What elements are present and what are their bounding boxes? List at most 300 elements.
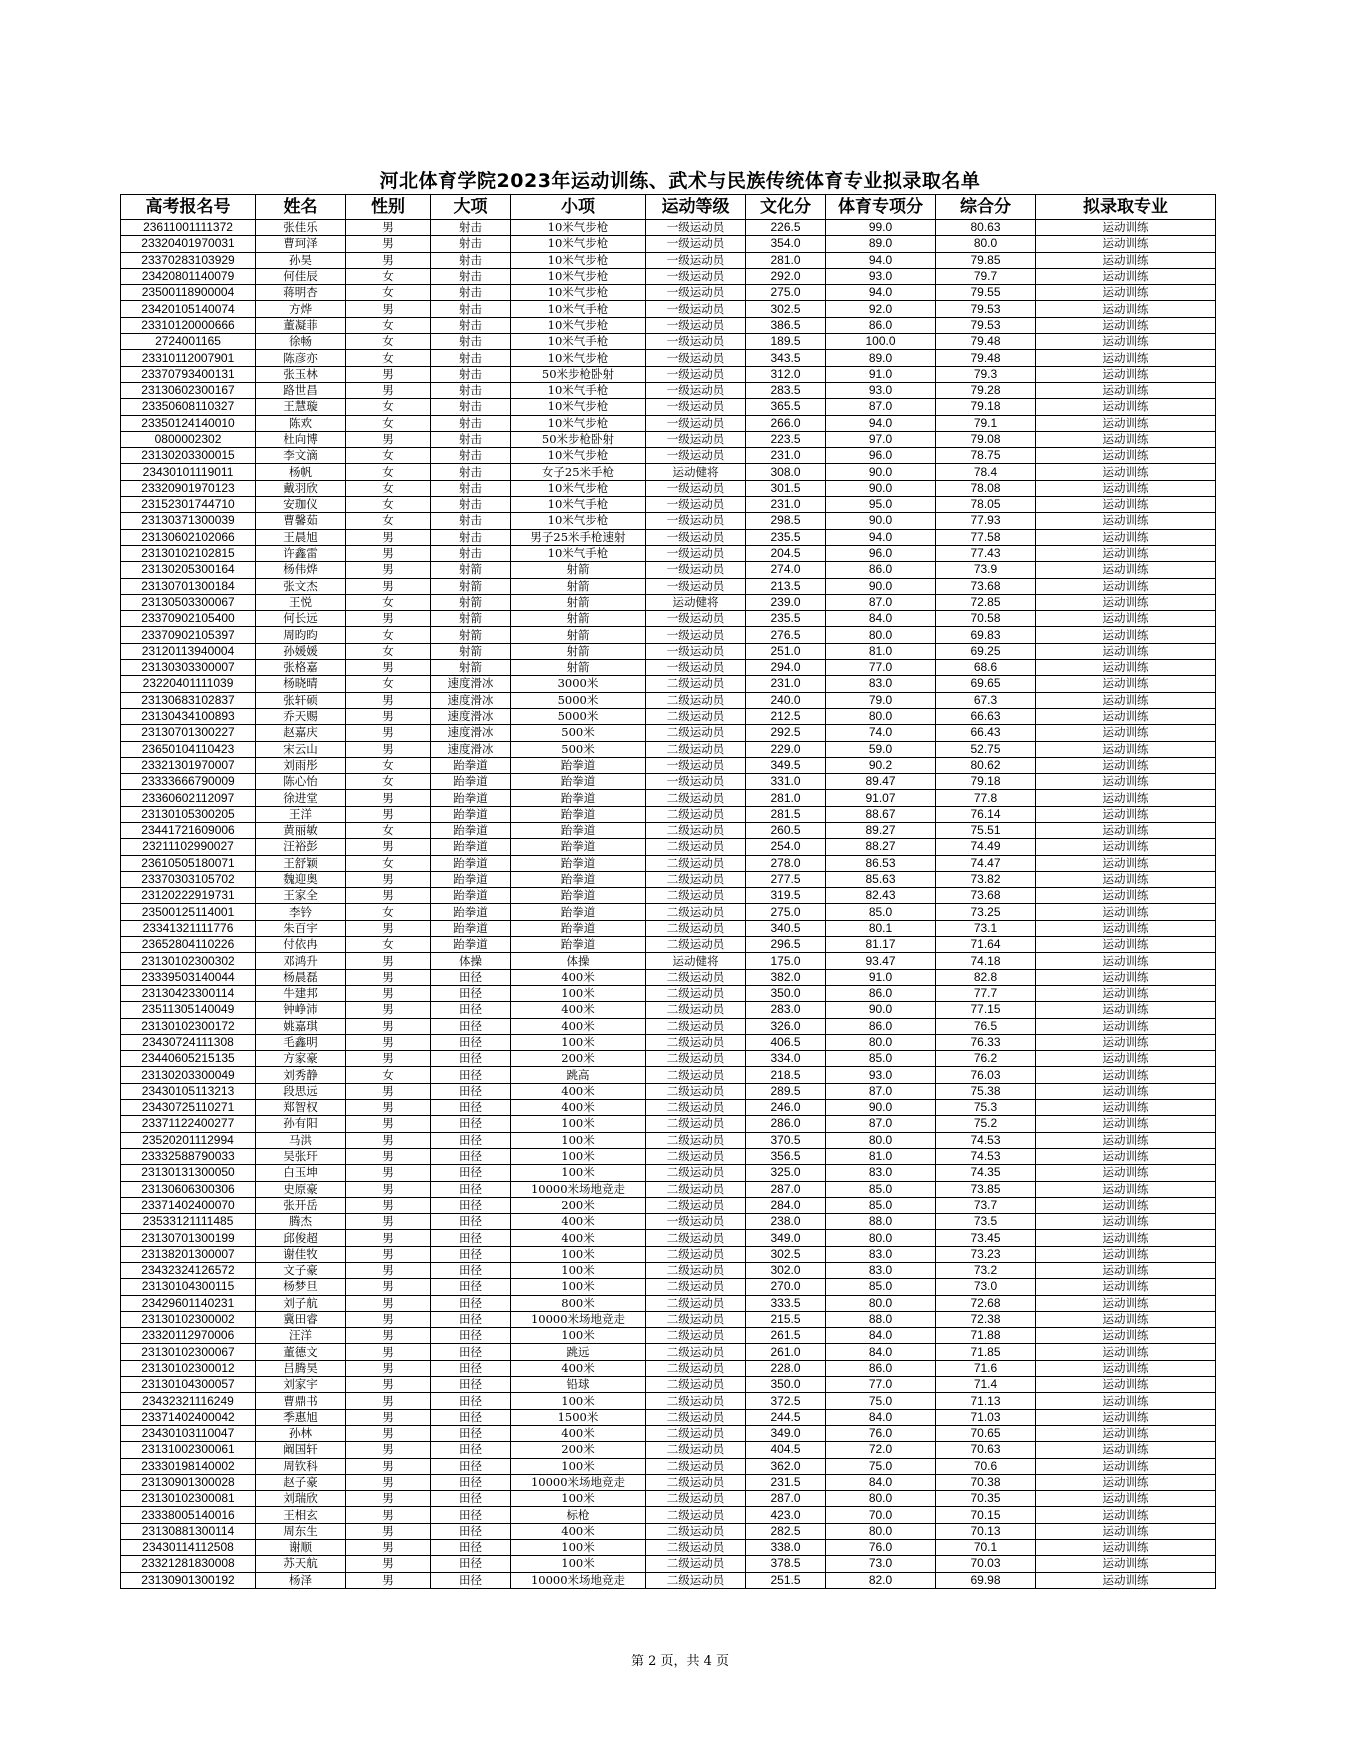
table-cell: 女 bbox=[346, 268, 431, 284]
table-cell: 254.0 bbox=[746, 839, 826, 855]
table-cell: 张玉林 bbox=[256, 366, 346, 382]
column-header: 小项 bbox=[511, 195, 646, 220]
table-row bbox=[121, 301, 1216, 317]
table-cell: 80.63 bbox=[936, 220, 1036, 236]
table-cell: 男 bbox=[346, 236, 431, 252]
table-cell: 23130102300302 bbox=[121, 953, 256, 969]
table-cell: 一级运动员 bbox=[646, 366, 746, 382]
table-cell: 二级运动员 bbox=[646, 1507, 746, 1523]
table-row bbox=[121, 1540, 1216, 1556]
table-cell: 94.0 bbox=[826, 415, 936, 431]
table-cell: 331.0 bbox=[746, 774, 826, 790]
table-cell: 23130105300205 bbox=[121, 806, 256, 822]
table-row bbox=[121, 1100, 1216, 1116]
table-cell: 男 bbox=[346, 252, 431, 268]
table-cell: 10米气步枪 bbox=[511, 317, 646, 333]
table-cell: 100米 bbox=[511, 1540, 646, 1556]
table-cell: 86.0 bbox=[826, 562, 936, 578]
table-cell: 二级运动员 bbox=[646, 937, 746, 953]
table-cell: 23130901300028 bbox=[121, 1474, 256, 1490]
table-cell: 男 bbox=[346, 1279, 431, 1295]
table-cell: 91.07 bbox=[826, 790, 936, 806]
table-row bbox=[121, 1572, 1216, 1588]
table-cell: 261.5 bbox=[746, 1328, 826, 1344]
table-cell: 96.0 bbox=[826, 448, 936, 464]
table-cell: 71.64 bbox=[936, 937, 1036, 953]
table-cell: 70.35 bbox=[936, 1491, 1036, 1507]
table-cell: 23370283103929 bbox=[121, 252, 256, 268]
table-cell: 射击 bbox=[431, 301, 511, 317]
table-row bbox=[121, 1425, 1216, 1441]
table-cell: 23500118900004 bbox=[121, 285, 256, 301]
table-cell: 23130102300172 bbox=[121, 1018, 256, 1034]
table-cell: 89.47 bbox=[826, 774, 936, 790]
table-cell: 女 bbox=[346, 643, 431, 659]
table-cell: 方烨 bbox=[256, 301, 346, 317]
table-cell: 278.0 bbox=[746, 855, 826, 871]
table-cell: 80.0 bbox=[826, 1295, 936, 1311]
table-cell: 87.0 bbox=[826, 1116, 936, 1132]
table-cell: 80.0 bbox=[826, 1491, 936, 1507]
table-cell: 田径 bbox=[431, 1181, 511, 1197]
table-cell: 23370902105397 bbox=[121, 627, 256, 643]
admission-table bbox=[120, 194, 1216, 1589]
table-cell: 2724001165 bbox=[121, 334, 256, 350]
table-cell: 张开岳 bbox=[256, 1197, 346, 1213]
table-cell: 男 bbox=[346, 1377, 431, 1393]
table-cell: 23533121111485 bbox=[121, 1214, 256, 1230]
table-cell: 运动训练 bbox=[1036, 1474, 1216, 1490]
table-cell: 284.0 bbox=[746, 1197, 826, 1213]
table-cell: 73.25 bbox=[936, 904, 1036, 920]
table-cell: 运动训练 bbox=[1036, 627, 1216, 643]
table-cell: 189.5 bbox=[746, 334, 826, 350]
table-cell: 340.5 bbox=[746, 920, 826, 936]
table-cell: 男 bbox=[346, 953, 431, 969]
table-cell: 运动训练 bbox=[1036, 464, 1216, 480]
table-cell: 运动训练 bbox=[1036, 1018, 1216, 1034]
table-cell: 70.03 bbox=[936, 1556, 1036, 1572]
table-cell: 速度滑冰 bbox=[431, 692, 511, 708]
table-cell: 77.0 bbox=[826, 660, 936, 676]
table-cell: 射击 bbox=[431, 464, 511, 480]
table-cell: 运动训练 bbox=[1036, 301, 1216, 317]
table-cell: 一级运动员 bbox=[646, 643, 746, 659]
table-cell: 90.0 bbox=[826, 513, 936, 529]
table-cell: 93.0 bbox=[826, 268, 936, 284]
table-cell: 75.51 bbox=[936, 822, 1036, 838]
table-cell: 运动训练 bbox=[1036, 1572, 1216, 1588]
table-cell: 跆拳道 bbox=[431, 888, 511, 904]
table-row bbox=[121, 1263, 1216, 1279]
table-cell: 运动训练 bbox=[1036, 1034, 1216, 1050]
table-cell: 91.0 bbox=[826, 969, 936, 985]
table-cell: 射箭 bbox=[511, 578, 646, 594]
table-cell: 运动训练 bbox=[1036, 1246, 1216, 1262]
table-cell: 男 bbox=[346, 1034, 431, 1050]
table-cell: 一级运动员 bbox=[646, 448, 746, 464]
table-cell: 99.0 bbox=[826, 220, 936, 236]
table-cell: 毛鑫明 bbox=[256, 1034, 346, 1050]
table-cell: 23333666790009 bbox=[121, 774, 256, 790]
table-cell: 68.6 bbox=[936, 660, 1036, 676]
table-cell: 田径 bbox=[431, 1100, 511, 1116]
table-cell: 女 bbox=[346, 822, 431, 838]
table-cell: 田径 bbox=[431, 1214, 511, 1230]
table-cell: 跆拳道 bbox=[431, 822, 511, 838]
table-cell: 吴张玕 bbox=[256, 1148, 346, 1164]
table-cell: 杨泽 bbox=[256, 1572, 346, 1588]
table-cell: 男 bbox=[346, 790, 431, 806]
table-row bbox=[121, 1311, 1216, 1327]
table-row bbox=[121, 529, 1216, 545]
table-cell: 田径 bbox=[431, 1034, 511, 1050]
table-cell: 73.45 bbox=[936, 1230, 1036, 1246]
document-title: 河北体育学院2023年运动训练、武术与民族传统体育专业拟录取名单 bbox=[379, 170, 981, 192]
table-cell: 239.0 bbox=[746, 594, 826, 610]
table-cell: 王悦 bbox=[256, 594, 346, 610]
table-cell: 23430724111308 bbox=[121, 1034, 256, 1050]
table-cell: 男 bbox=[346, 1540, 431, 1556]
table-cell: 100米 bbox=[511, 1491, 646, 1507]
table-cell: 女 bbox=[346, 480, 431, 496]
table-cell: 刘雨彤 bbox=[256, 757, 346, 773]
table-cell: 23430114112508 bbox=[121, 1540, 256, 1556]
table-cell: 安珈仪 bbox=[256, 497, 346, 513]
table-cell: 400米 bbox=[511, 1425, 646, 1441]
table-row bbox=[121, 1246, 1216, 1262]
table-cell: 23430105113213 bbox=[121, 1083, 256, 1099]
table-cell: 23130205300164 bbox=[121, 562, 256, 578]
table-cell: 张轩硕 bbox=[256, 692, 346, 708]
table-cell: 男 bbox=[346, 1230, 431, 1246]
column-header: 大项 bbox=[431, 195, 511, 220]
table-cell: 一级运动员 bbox=[646, 627, 746, 643]
table-cell: 运动训练 bbox=[1036, 1556, 1216, 1572]
table-cell: 94.0 bbox=[826, 252, 936, 268]
table-cell: 二级运动员 bbox=[646, 1018, 746, 1034]
table-cell: 23350608110327 bbox=[121, 399, 256, 415]
table-cell: 72.38 bbox=[936, 1311, 1036, 1327]
table-cell: 曹珂泽 bbox=[256, 236, 346, 252]
table-cell: 二级运动员 bbox=[646, 839, 746, 855]
table-cell: 10米气步枪 bbox=[511, 415, 646, 431]
table-cell: 23370793400131 bbox=[121, 366, 256, 382]
table-cell: 73.85 bbox=[936, 1181, 1036, 1197]
table-cell: 333.5 bbox=[746, 1295, 826, 1311]
table-cell: 88.0 bbox=[826, 1214, 936, 1230]
table-cell: 23130203300015 bbox=[121, 448, 256, 464]
table-cell: 田径 bbox=[431, 1328, 511, 1344]
table-cell: 一级运动员 bbox=[646, 301, 746, 317]
table-cell: 91.0 bbox=[826, 366, 936, 382]
table-cell: 79.48 bbox=[936, 350, 1036, 366]
table-cell: 男 bbox=[346, 1214, 431, 1230]
table-row bbox=[121, 1360, 1216, 1376]
table-row bbox=[121, 382, 1216, 398]
table-cell: 一级运动员 bbox=[646, 578, 746, 594]
table-cell: 406.5 bbox=[746, 1034, 826, 1050]
table-cell: 23611001111372 bbox=[121, 220, 256, 236]
table-cell: 一级运动员 bbox=[646, 415, 746, 431]
column-header: 文化分 bbox=[746, 195, 826, 220]
table-cell: 二级运动员 bbox=[646, 855, 746, 871]
table-cell: 83.0 bbox=[826, 676, 936, 692]
table-row bbox=[121, 855, 1216, 871]
table-cell: 78.75 bbox=[936, 448, 1036, 464]
table-cell: 男 bbox=[346, 1181, 431, 1197]
table-cell: 运动训练 bbox=[1036, 920, 1216, 936]
table-header-row bbox=[121, 195, 1216, 220]
table-cell: 汪洋 bbox=[256, 1328, 346, 1344]
table-cell: 男 bbox=[346, 708, 431, 724]
table-row bbox=[121, 1393, 1216, 1409]
table-cell: 射箭 bbox=[511, 660, 646, 676]
table-cell: 一级运动员 bbox=[646, 497, 746, 513]
table-cell: 运动训练 bbox=[1036, 1230, 1216, 1246]
table-cell: 200米 bbox=[511, 1051, 646, 1067]
table-cell: 射箭 bbox=[431, 627, 511, 643]
table-cell: 80.0 bbox=[826, 1523, 936, 1539]
table-cell: 运动健将 bbox=[646, 594, 746, 610]
table-cell: 23131002300061 bbox=[121, 1442, 256, 1458]
table-row bbox=[121, 1458, 1216, 1474]
table-cell: 射击 bbox=[431, 285, 511, 301]
table-cell: 73.7 bbox=[936, 1197, 1036, 1213]
table-cell: 射箭 bbox=[511, 562, 646, 578]
table-cell: 田径 bbox=[431, 985, 511, 1001]
table-cell: 田径 bbox=[431, 1360, 511, 1376]
table-cell: 男 bbox=[346, 1425, 431, 1441]
table-cell: 运动训练 bbox=[1036, 268, 1216, 284]
table-cell: 射击 bbox=[431, 399, 511, 415]
table-cell: 杨伟烨 bbox=[256, 562, 346, 578]
table-cell: 运动训练 bbox=[1036, 985, 1216, 1001]
table-cell: 田径 bbox=[431, 1393, 511, 1409]
table-cell: 334.0 bbox=[746, 1051, 826, 1067]
table-cell: 231.5 bbox=[746, 1474, 826, 1490]
table-cell: 23429601140231 bbox=[121, 1295, 256, 1311]
table-cell: 田径 bbox=[431, 1311, 511, 1327]
table-cell: 何佳辰 bbox=[256, 268, 346, 284]
table-cell: 86.53 bbox=[826, 855, 936, 871]
table-cell: 跆拳道 bbox=[511, 888, 646, 904]
table-cell: 231.0 bbox=[746, 676, 826, 692]
table-cell: 71.88 bbox=[936, 1328, 1036, 1344]
table-cell: 田径 bbox=[431, 969, 511, 985]
table-cell: 74.18 bbox=[936, 953, 1036, 969]
table-cell: 男 bbox=[346, 1165, 431, 1181]
table-cell: 85.0 bbox=[826, 1197, 936, 1213]
table-cell: 运动训练 bbox=[1036, 236, 1216, 252]
table-cell: 23370303105702 bbox=[121, 871, 256, 887]
table-row bbox=[121, 643, 1216, 659]
table-cell: 76.0 bbox=[826, 1540, 936, 1556]
table-cell: 354.0 bbox=[746, 236, 826, 252]
table-cell: 运动训练 bbox=[1036, 1116, 1216, 1132]
table-cell: 运动训练 bbox=[1036, 708, 1216, 724]
table-cell: 500米 bbox=[511, 741, 646, 757]
table-cell: 100米 bbox=[511, 1246, 646, 1262]
table-cell: 85.0 bbox=[826, 904, 936, 920]
table-cell: 男 bbox=[346, 431, 431, 447]
table-cell: 100米 bbox=[511, 985, 646, 1001]
table-cell: 228.0 bbox=[746, 1360, 826, 1376]
table-cell: 射箭 bbox=[431, 594, 511, 610]
table-row bbox=[121, 969, 1216, 985]
table-cell: 89.0 bbox=[826, 350, 936, 366]
table-cell: 73.9 bbox=[936, 562, 1036, 578]
table-cell: 23120113940004 bbox=[121, 643, 256, 659]
table-cell: 3000米 bbox=[511, 676, 646, 692]
table-cell: 一级运动员 bbox=[646, 529, 746, 545]
table-cell: 宋云山 bbox=[256, 741, 346, 757]
table-row bbox=[121, 1507, 1216, 1523]
table-cell: 田径 bbox=[431, 1279, 511, 1295]
table-cell: 72.0 bbox=[826, 1442, 936, 1458]
table-cell: 射击 bbox=[431, 350, 511, 366]
table-row bbox=[121, 1214, 1216, 1230]
table-cell: 85.0 bbox=[826, 1051, 936, 1067]
table-cell: 田径 bbox=[431, 1377, 511, 1393]
table-cell: 二级运动员 bbox=[646, 1360, 746, 1376]
table-cell: 运动训练 bbox=[1036, 757, 1216, 773]
table-cell: 77.43 bbox=[936, 545, 1036, 561]
table-cell: 田径 bbox=[431, 1442, 511, 1458]
table-row bbox=[121, 774, 1216, 790]
table-cell: 81.0 bbox=[826, 643, 936, 659]
table-cell: 79.85 bbox=[936, 252, 1036, 268]
table-cell: 一级运动员 bbox=[646, 220, 746, 236]
table-cell: 282.5 bbox=[746, 1523, 826, 1539]
table-cell: 23430725110271 bbox=[121, 1100, 256, 1116]
table-cell: 周昀昀 bbox=[256, 627, 346, 643]
table-cell: 男 bbox=[346, 1246, 431, 1262]
table-cell: 郑智权 bbox=[256, 1100, 346, 1116]
table-cell: 362.0 bbox=[746, 1458, 826, 1474]
table-row bbox=[121, 1230, 1216, 1246]
table-row bbox=[121, 1474, 1216, 1490]
table-cell: 田径 bbox=[431, 1002, 511, 1018]
table-cell: 田径 bbox=[431, 1344, 511, 1360]
table-cell: 266.0 bbox=[746, 415, 826, 431]
table-row bbox=[121, 1556, 1216, 1572]
table-cell: 100米 bbox=[511, 1132, 646, 1148]
table-cell: 349.0 bbox=[746, 1425, 826, 1441]
table-cell: 运动训练 bbox=[1036, 1263, 1216, 1279]
table-cell: 79.55 bbox=[936, 285, 1036, 301]
table-cell: 运动训练 bbox=[1036, 774, 1216, 790]
table-cell: 射击 bbox=[431, 415, 511, 431]
table-cell: 76.14 bbox=[936, 806, 1036, 822]
table-cell: 二级运动员 bbox=[646, 1083, 746, 1099]
table-cell: 23320401970031 bbox=[121, 236, 256, 252]
table-cell: 运动训练 bbox=[1036, 1458, 1216, 1474]
table-cell: 213.5 bbox=[746, 578, 826, 594]
table-cell: 23320112970006 bbox=[121, 1328, 256, 1344]
table-cell: 二级运动员 bbox=[646, 1556, 746, 1572]
table-cell: 射击 bbox=[431, 317, 511, 333]
table-cell: 84.0 bbox=[826, 611, 936, 627]
table-cell: 刘瑞欣 bbox=[256, 1491, 346, 1507]
table-cell: 男 bbox=[346, 1393, 431, 1409]
table-cell: 23130303300007 bbox=[121, 660, 256, 676]
table-cell: 90.0 bbox=[826, 578, 936, 594]
table-cell: 81.0 bbox=[826, 1148, 936, 1164]
table-cell: 10米气手枪 bbox=[511, 545, 646, 561]
table-cell: 10米气步枪 bbox=[511, 285, 646, 301]
table-cell: 女 bbox=[346, 1067, 431, 1083]
table-cell: 251.5 bbox=[746, 1572, 826, 1588]
table-cell: 二级运动员 bbox=[646, 1197, 746, 1213]
table-cell: 23130423300114 bbox=[121, 985, 256, 1001]
table-cell: 72.68 bbox=[936, 1295, 1036, 1311]
table-cell: 二级运动员 bbox=[646, 1572, 746, 1588]
table-cell: 杨晓晴 bbox=[256, 676, 346, 692]
table-cell: 二级运动员 bbox=[646, 806, 746, 822]
table-cell: 运动训练 bbox=[1036, 497, 1216, 513]
table-cell: 王慧璇 bbox=[256, 399, 346, 415]
table-cell: 79.28 bbox=[936, 382, 1036, 398]
table-cell: 二级运动员 bbox=[646, 1263, 746, 1279]
table-cell: 23420801140079 bbox=[121, 268, 256, 284]
table-cell: 乔天赐 bbox=[256, 708, 346, 724]
table-cell: 运动训练 bbox=[1036, 855, 1216, 871]
table-cell: 运动训练 bbox=[1036, 806, 1216, 822]
table-cell: 孙林 bbox=[256, 1425, 346, 1441]
table-cell: 10米气手枪 bbox=[511, 301, 646, 317]
table-cell: 238.0 bbox=[746, 1214, 826, 1230]
table-cell: 275.0 bbox=[746, 285, 826, 301]
table-cell: 段思远 bbox=[256, 1083, 346, 1099]
table-cell: 一级运动员 bbox=[646, 382, 746, 398]
table-cell: 男 bbox=[346, 871, 431, 887]
table-row bbox=[121, 757, 1216, 773]
table-cell: 射击 bbox=[431, 545, 511, 561]
table-cell: 射箭 bbox=[431, 578, 511, 594]
table-cell: 23211102990027 bbox=[121, 839, 256, 855]
table-cell: 跆拳道 bbox=[511, 839, 646, 855]
table-cell: 运动训练 bbox=[1036, 790, 1216, 806]
table-cell: 70.13 bbox=[936, 1523, 1036, 1539]
table-cell: 400米 bbox=[511, 1523, 646, 1539]
table-cell: 23120222919731 bbox=[121, 888, 256, 904]
table-cell: 79.1 bbox=[936, 415, 1036, 431]
table-row bbox=[121, 1083, 1216, 1099]
table-cell: 23371402400070 bbox=[121, 1197, 256, 1213]
table-cell: 23341321111776 bbox=[121, 920, 256, 936]
table-cell: 71.13 bbox=[936, 1393, 1036, 1409]
table-cell: 运动训练 bbox=[1036, 953, 1216, 969]
table-cell: 10000米场地竞走 bbox=[511, 1311, 646, 1327]
table-cell: 田径 bbox=[431, 1556, 511, 1572]
table-cell: 邱俊超 bbox=[256, 1230, 346, 1246]
table-cell: 男 bbox=[346, 1360, 431, 1376]
table-cell: 204.5 bbox=[746, 545, 826, 561]
column-header: 姓名 bbox=[256, 195, 346, 220]
table-cell: 运动训练 bbox=[1036, 822, 1216, 838]
table-cell: 81.17 bbox=[826, 937, 936, 953]
table-cell: 86.0 bbox=[826, 1018, 936, 1034]
table-cell: 77.7 bbox=[936, 985, 1036, 1001]
table-cell: 男 bbox=[346, 1116, 431, 1132]
table-cell: 308.0 bbox=[746, 464, 826, 480]
table-cell: 王相玄 bbox=[256, 1507, 346, 1523]
table-row bbox=[121, 741, 1216, 757]
table-cell: 23330198140002 bbox=[121, 1458, 256, 1474]
table-cell: 二级运动员 bbox=[646, 1540, 746, 1556]
table-cell: 95.0 bbox=[826, 497, 936, 513]
